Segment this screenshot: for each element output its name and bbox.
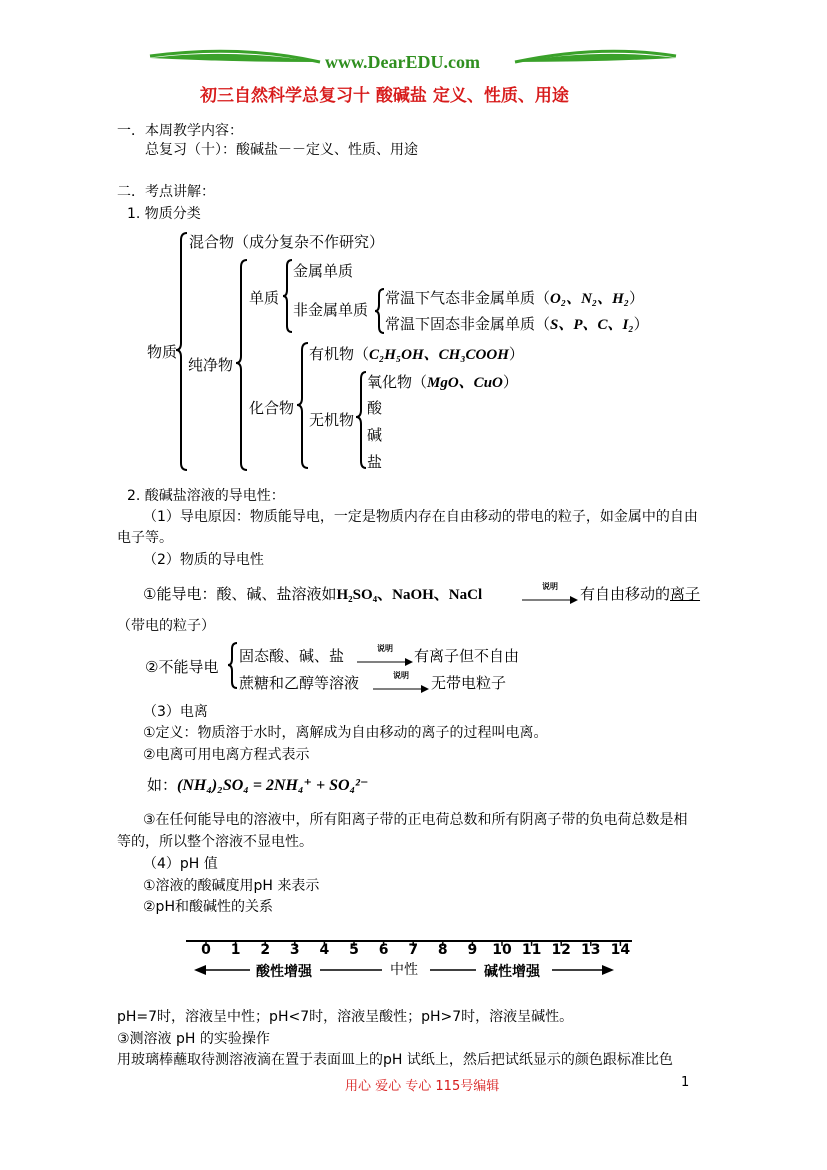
ph-number: 0 (201, 942, 211, 958)
arrow-right-icon (522, 593, 580, 607)
class-mixture: 混合物（成分复杂不作研究） (189, 233, 385, 251)
class-pure: 纯净物 (188, 356, 234, 374)
cond-reason-cont: 电子等。 (117, 530, 173, 546)
ph-number: 12 (551, 942, 571, 958)
section1-content: 总复习（十）：酸碱盐－－定义、性质、用途 (145, 142, 418, 158)
ionization-p3-line2: 等的，所以整个溶液不显电性。 (117, 834, 313, 850)
class-gas-nonmetal (385, 287, 644, 308)
can-result (580, 583, 700, 604)
cannot-item1: 固态酸、碱、盐 (239, 647, 345, 665)
ph-neutral-label: 中性 (390, 962, 418, 978)
cannot-result2: 无带电粒子 (431, 674, 507, 692)
gas-nonmetal-label: 常温下气态非金属单质（ (385, 289, 551, 307)
ph-relation: pH=7时，溶液呈中性；pH<7时，溶液呈酸性；pH>7时，溶液呈碱性。 (117, 1009, 574, 1025)
arrow-1 (522, 581, 578, 611)
ph-number: 11 (521, 942, 542, 958)
ph-number: 1 (230, 942, 241, 958)
ph-number: 5 (349, 942, 359, 958)
class-acid: 酸 (367, 399, 383, 417)
ph-number: 2 (260, 942, 271, 958)
can-result-ions: 离子 (670, 585, 701, 603)
class-salt: 盐 (367, 453, 383, 471)
class-base: 碱 (367, 426, 383, 444)
class-oxide (367, 371, 518, 392)
can-note: （带电的粒子） (117, 618, 215, 634)
organic-label: 有机物（ (309, 345, 370, 363)
ph-line1: ①溶液的酸碱度用pH 来表示 (143, 878, 320, 894)
ph-heading: （4）pH 值 (143, 856, 218, 872)
close-paren: ） (633, 315, 649, 333)
arrow-3 (373, 670, 429, 700)
ph-number: 10 (492, 942, 512, 958)
eq-prefix: 如： (147, 776, 178, 794)
ionization-def: ①定义：物质溶于水时，离解成为自由移动的离子的过程叫电离。 (143, 725, 548, 741)
solid-nonmetal-label: 常温下固态非金属单质（ (385, 315, 551, 333)
close-paren: ） (502, 373, 518, 391)
ph-number: 8 (437, 942, 448, 958)
ph-number: 6 (378, 942, 389, 958)
solid-nonmetal-formula: S、P、C、I₂ (550, 317, 634, 333)
ph-number: 14 (610, 942, 631, 958)
can-conduct-line (143, 583, 482, 604)
ph-number: 7 (408, 942, 419, 958)
cannot-item2: 蔗糖和乙醇等溶液 (239, 674, 360, 692)
ph-acid-label: 酸性增强 (256, 964, 312, 980)
arrow-2 (357, 643, 413, 673)
cond-heading2: （2）物质的导电性 (143, 552, 264, 568)
class-metal-element: 金属单质 (293, 262, 354, 280)
arrow-right-icon (373, 682, 431, 696)
ph-base-label: 碱性增强 (484, 964, 540, 980)
ionization-equation: (NH₄)₂SO₄ = 2NH₄⁺ + SO₄²⁻ (177, 777, 369, 794)
ionization-p3-line1: ③在任何能导电的溶液中，所有阳离子带的正电荷总数和所有阴离子带的负电荷总数是相 (143, 812, 688, 828)
class-element: 单质 (249, 289, 280, 307)
arrow-label: 说明 (542, 582, 558, 591)
page-number: 1 (681, 1075, 690, 1090)
cond-reason: （1）导电原因：物质能导电，一定是物质内存在自由移动的带电的粒子，如金属中的自由 (143, 509, 698, 525)
class-solid-nonmetal (385, 313, 649, 334)
ph-number: 13 (581, 942, 601, 958)
ph-number: 9 (467, 942, 478, 958)
ph-number: 4 (319, 942, 330, 958)
page-title: 初三自然科学总复习十 酸碱盐 定义、性质、用途 (200, 86, 569, 106)
section1-heading: 一．本周教学内容： (117, 123, 243, 139)
can-prefix: ①能导电：酸、碱、盐溶液如 (143, 585, 337, 603)
cannot-label: ②不能导电 (145, 658, 219, 676)
organic-formula: C₂H₅OH、CH₃COOH (369, 347, 509, 363)
oxide-label: 氧化物（ (367, 373, 428, 391)
gas-nonmetal-formula: O₂、N₂、H₂ (550, 291, 630, 307)
arrow-label: 说明 (393, 671, 409, 680)
can-formulas: H₂SO₄、NaOH、NaCl (336, 587, 483, 603)
close-paren: ） (508, 345, 524, 363)
arrow-right-icon (357, 655, 415, 669)
class-root: 物质 (147, 343, 178, 361)
section2-heading: 二．考点讲解： (117, 184, 215, 200)
ph-line2: ②pH和酸碱性的关系 (143, 899, 273, 915)
class-nonmetal-element: 非金属单质 (293, 301, 369, 319)
ionization-heading: （3）电离 (143, 704, 208, 720)
site-logo: www.DearEDU.com (325, 52, 480, 72)
ph-line4: 用玻璃棒蘸取待测溶液滴在置于表面皿上的pH 试纸上，然后把试纸显示的颜色跟标准比色 (117, 1052, 673, 1068)
ionization-equation-line (147, 774, 368, 795)
ph-number: 3 (289, 942, 300, 958)
footer-text: 用心 爱心 专心 115号编辑 (345, 1079, 500, 1094)
oxide-formula: MgO、CuO (427, 375, 503, 391)
close-paren: ） (629, 289, 645, 307)
ph-line3: ③测溶液 pH 的实验操作 (117, 1031, 270, 1047)
class-compound: 化合物 (249, 399, 295, 417)
can-result-text: 有自由移动的 (580, 585, 671, 603)
item2-heading: 2. 酸碱盐溶液的导电性： (127, 488, 285, 504)
class-inorganic: 无机物 (309, 411, 355, 429)
ionization-eq-intro: ②电离可用电离方程式表示 (143, 747, 310, 763)
arrow-label: 说明 (377, 644, 393, 653)
section2-item1: 1. 物质分类 (127, 206, 201, 222)
class-organic (309, 343, 524, 364)
ph-scale (186, 925, 632, 985)
cannot-result1: 有离子但不自由 (414, 647, 520, 665)
